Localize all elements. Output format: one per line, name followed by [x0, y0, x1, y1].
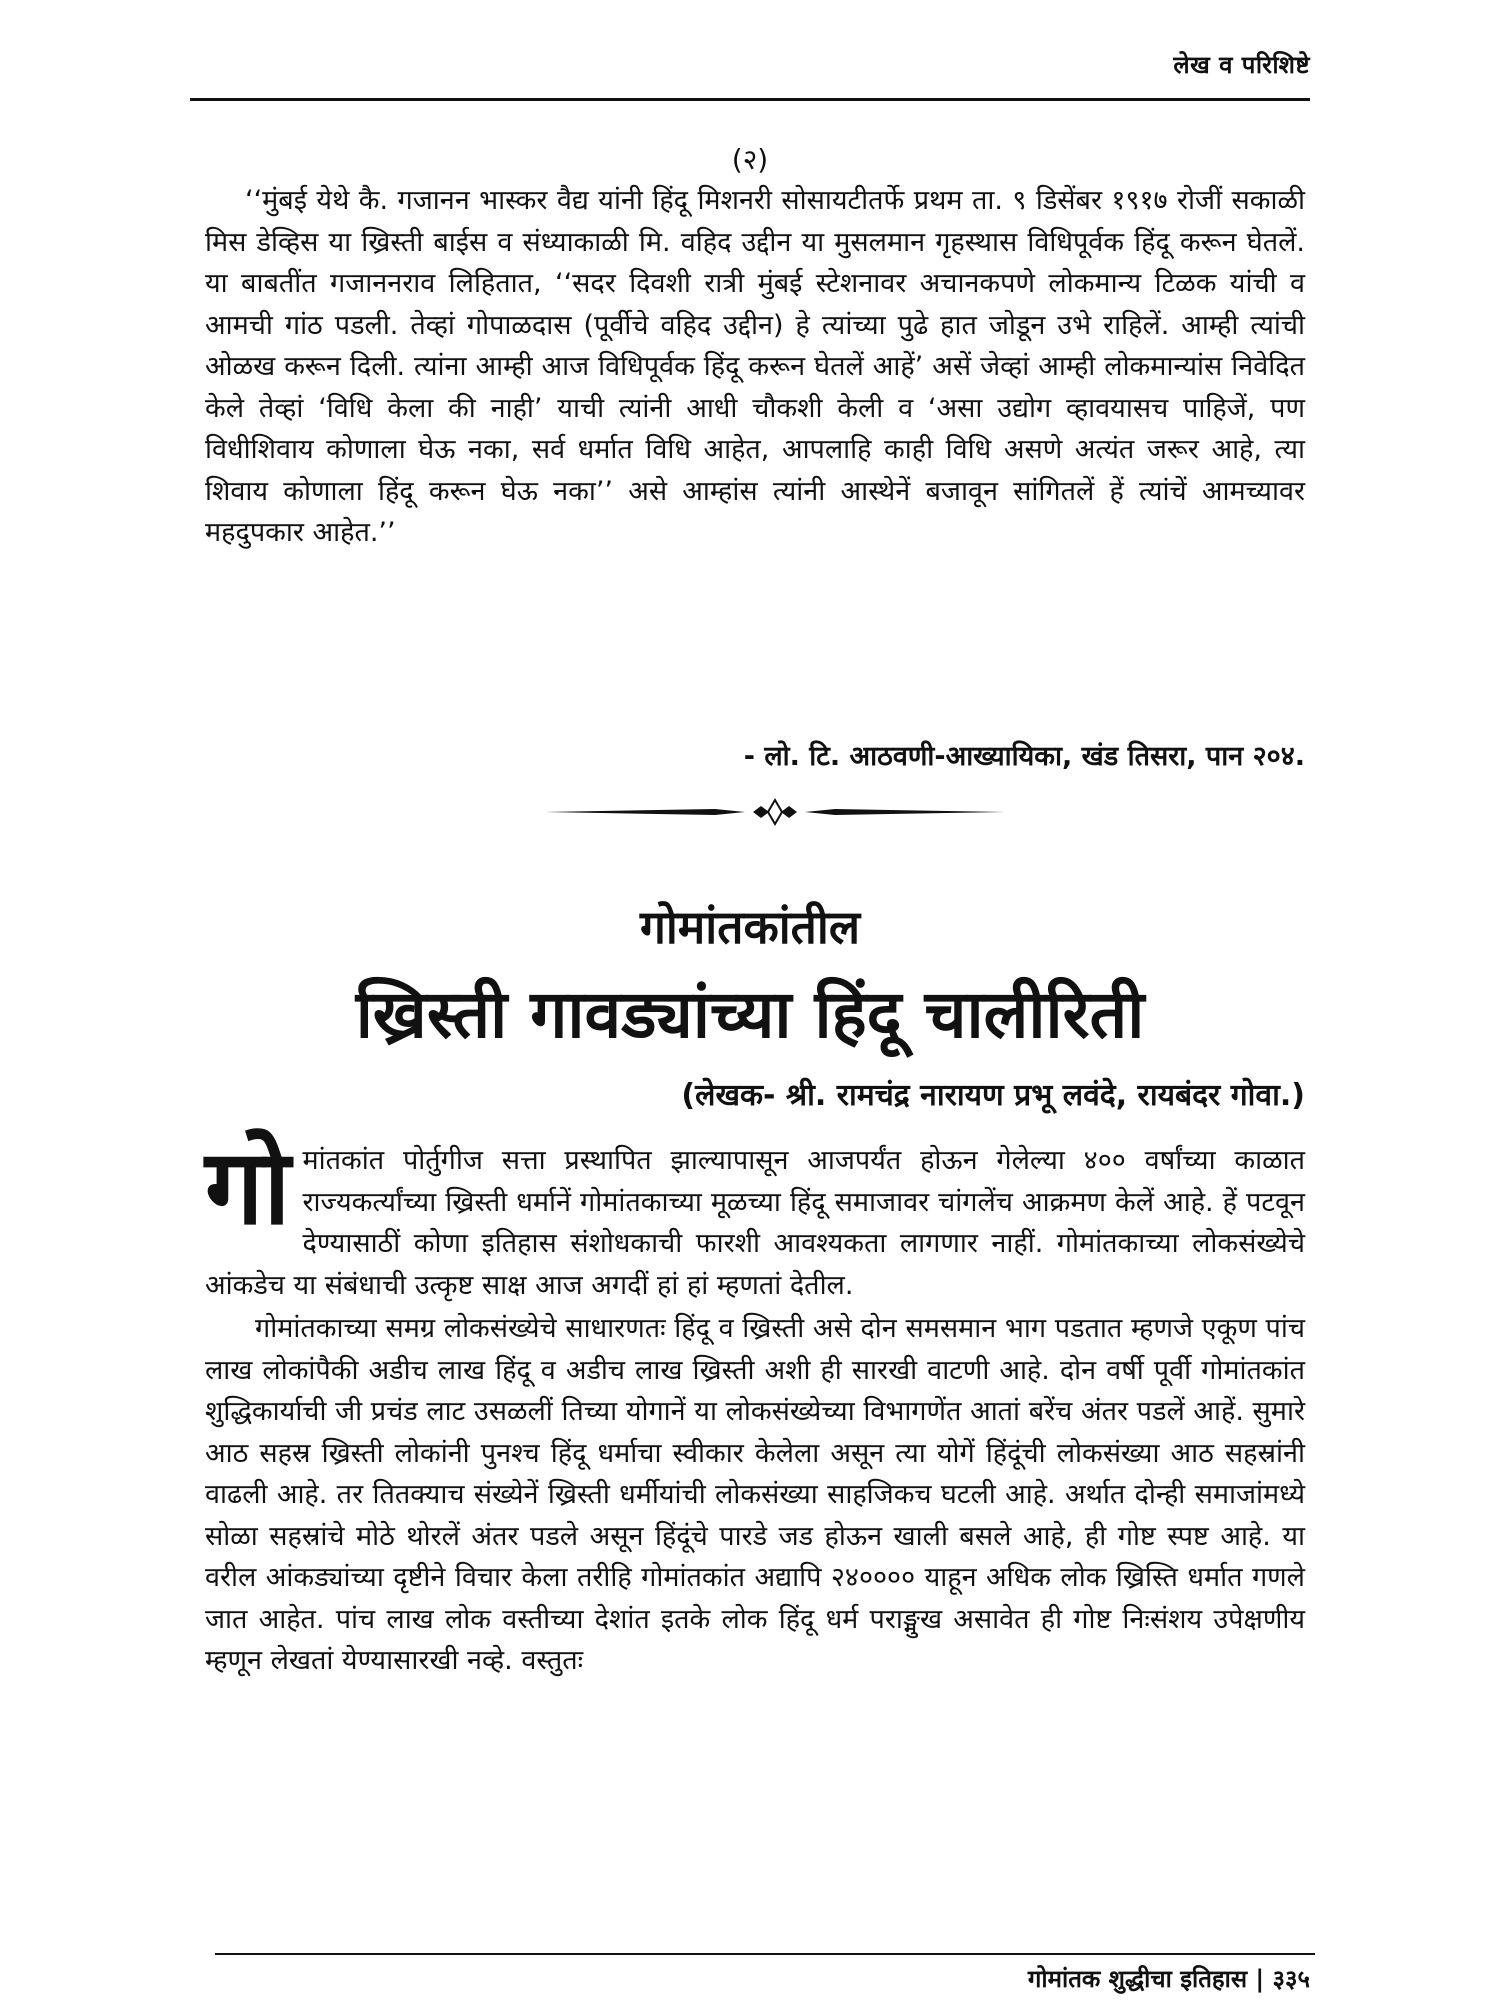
- header-rule: [190, 98, 1310, 101]
- ornamental-divider: [545, 796, 1005, 828]
- quote-citation: - लो. टि. आठवणी-आख्यायिका, खंड तिसरा, पान २०४.: [743, 741, 1305, 772]
- section-number: (२): [731, 143, 769, 176]
- article-paragraph-2: गोमांतकाच्या समग्र लोकसंख्येचे साधारणतः हिंदू व ख्रिस्ती असे दोन समसमान भाग पडतात म्हणजे एकूण पांच लाख लोकांपैकी अडीच लाख हिंदू व अडीच लाख ख्रिस्ती अशी ही सारखी वाटणी आहे. दोन वर्षी पूर्वी गोमांतकांत शुद्धिकार्याची जी प्रचंड लाट उसळलीं तिच्या योगानें या लोकसंख्येच्या विभागणेंत आतां बरेंच अंतर पडलें आहें. सुमारे आठ सहस्र ख्रिस्ती लोकांनी पुनश्च हिंदू धर्माचा स्वीकार केलेला असून त्या योगें हिंदूंची लोकसंख्या आठ सहस्रांनी वाढली आहे. तर तितक्याच संख्येनें ख्रिस्ती धर्मीयांची लोकसंख्या साहजिकच घटली आहे. अर्थात दोन्ही समाजांमध्ये सोळा सहस्रांचे मोठे थोरलें अंतर पडले असून हिंदूंचे पारडे जड होऊन खाली बसले आहे, ही गोष्ट स्पष्ट आहे. या वरील आंकड्यांच्या दृष्टीने विचार केला तरीहि गोमांतकांत अद्यापि २४०००० याहून अधिक लोक ख्रिस्ति धर्मात गणले जात आहेत. पांच लाख लोक वस्तीच्या देशांत इतके लोक हिंदू धर्म पराङ्मुख असावेत ही गोष्ट निःसंशय उपेक्षणीय म्हणून लेखतां येण्यासारखी नव्हे. वस्तुतः: [205, 1313, 1305, 1676]
- drop-cap: गो: [205, 1126, 291, 1248]
- footer-page-info: गोमांतक शुद्धीचा इतिहास | ३३५: [1027, 1965, 1310, 1993]
- article-paragraph-1: [205, 1126, 1305, 1306]
- footer-rule: [215, 1953, 1315, 1955]
- paragraph-1-text: मांतकांत पोर्तुगीज सत्ता प्रस्थापित झाल्यापासून आजपर्यंत होऊन गेलेल्या ४०० वर्षांच्या काळात राज्यकर्त्यांच्या ख्रिस्ती धर्मानें गोमांतकाच्या मूळच्या हिंदू समाजावर चांगलेंच आक्रमण केलें आहे. हें पटवून देण्यासाठीं कोणा इतिहास संशोधकाची फारशी आवश्यकता लागणार नाहीं. गोमांतकाच्या लोकसंख्येचे आंकडेच या संबंधाची उत्कृष्ट साक्ष आज अगदीं हां हां म्हणतां देतील.: [205, 1145, 1305, 1301]
- quote-paragraph: ‘‘मुंबई येथे कै. गजानन भास्कर वैद्य यांनी हिंदू मिशनरी सोसायटीतर्फे प्रथम ता. ९ डिसेंबर १९१७ रोजीं सकाळी मिस डेव्हिस या ख्रिस्ती बाईस व संध्याकाळी मि. वहिद उद्दीन या मुसलमान गृहस्थास विधिपूर्वक हिंदू करून घेतलें. या बाबतींत गजाननराव लिहितात, ‘‘सदर दिवशी रात्री मुंबई स्टेशनावर अचानकपणे लोकमान्य टिळक यांची व आमची गांठ पडली. तेव्हां गोपाळदास (पूर्वीचे वहिद उद्दीन) हे त्यांच्या पुढे हात जोडून उभे राहिलें. आम्ही त्यांची ओळख करून दिली. त्यांना आम्ही आज विधिपूर्वक हिंदू करून घेतलें आहें’ असें जेव्हां आम्ही लोकमान्यांस निवेदित केले तेव्हां ‘विधि केला की नाही’ याची त्यांनी आधी चौकशी केली व ‘असा उद्योग व्हावयासच पाहिजें, पण विधीशिवाय कोणाला घेऊ नका, सर्व धर्मात विधि आहेत, आपलाहि काही विधि असणे अत्यंत जरूर आहे, त्या शिवाय कोणाला हिंदू करून घेऊ नका’’ असे आम्हांस त्यांनी आस्थेनें बजावून सांगितलें हें त्यांचें आमच्यावर महदुपकार आहेत.’’: [205, 185, 1305, 548]
- article-byline: (लेखक- श्री. रामचंद्र नारायण प्रभू लवंदे, रायबंदर गोवा.): [681, 1078, 1305, 1113]
- article-title-prefix: गोमांतकांतील: [639, 900, 861, 954]
- article-body: [205, 1126, 1305, 1682]
- article-title: ख्रिस्ती गावड्यांच्या हिंदू चालीरिती: [355, 976, 1145, 1053]
- quote-block: [205, 180, 1305, 554]
- running-header: लेख व परिशिष्टे: [1173, 51, 1310, 79]
